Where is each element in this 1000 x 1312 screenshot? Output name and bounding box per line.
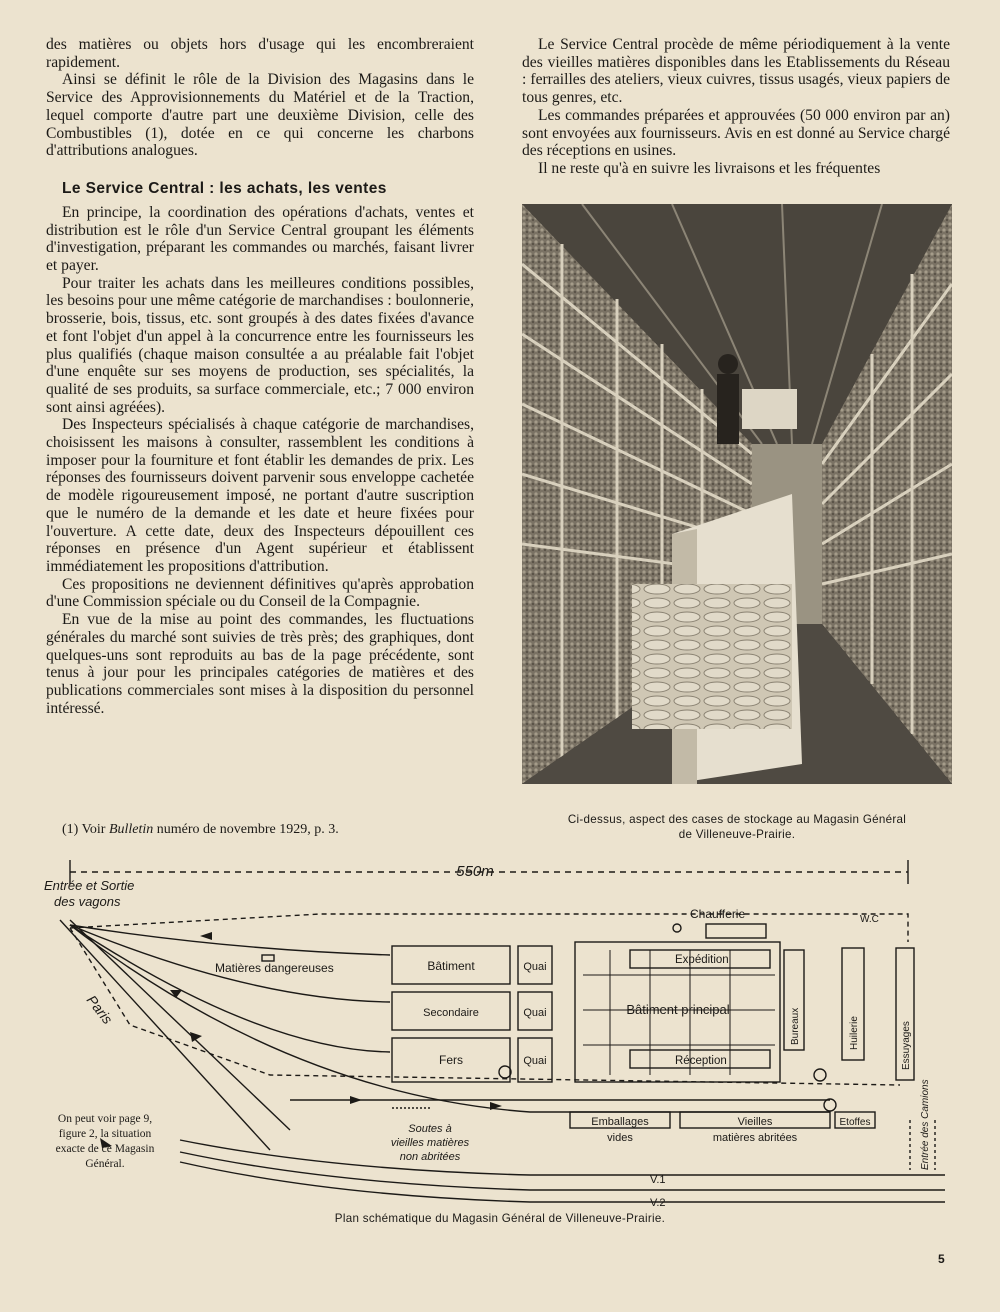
site-plan-drawing (30, 850, 970, 1210)
paragraph: Ces propositions ne deviennent définitives qu'après approbation d'une Commission spéciale ou du Conseil de la Compagnie. (46, 575, 474, 611)
truck-entrance-label: Entrée des Camions (920, 1079, 931, 1170)
batiment-label: Bâtiment (427, 959, 475, 973)
footnote-suffix: numéro de novembre 1929, p. 3. (153, 822, 339, 837)
photo-caption (522, 812, 952, 842)
paragraph: Ainsi se définit le rôle de la Division des Magasins dans le Service des Approvisionnements du Matériel et de la Traction, lequel comporte d'autre part une deuxième Division, celle des Combustibles (1), dotée en ce qui concerne les charbons d'attributions analogues. (46, 71, 474, 160)
entry-label: Entrée et Sortie (44, 878, 135, 893)
side-note-line: On peut voir page 9, (57, 1113, 153, 1125)
paragraph: En principe, la coordination des opérations d'achats, ventes et distribution est le rôle d'un Service Central groupant les éléments d'investigation, préparant les commandes ou marchés, faisant livrer et payer. (46, 203, 474, 275)
left-text-column (46, 36, 474, 717)
fers-label: Fers (439, 1053, 463, 1067)
side-note-line: Général. (85, 1158, 125, 1170)
paragraph: des matières ou objets hors d'usage qui les encombreraient rapidement. (46, 36, 474, 71)
page-number: 5 (938, 1252, 945, 1266)
etoffes-label: Etoffes (839, 1117, 871, 1128)
paris-label: Paris (83, 991, 116, 1027)
bureaux-label: Bureaux (790, 1007, 801, 1045)
soutes-label: vieilles matières (390, 1137, 470, 1149)
soutes-label: non abritées (399, 1151, 461, 1163)
paragraph: Les commandes préparées et approuvées (50 000 environ par an) sont envoyées aux fournisseurs. Avis en est donné au Service chargé des réceptions en usines. (522, 106, 950, 160)
side-note-line: exacte de ce Magasin (55, 1143, 155, 1155)
reception-label: Réception (675, 1055, 727, 1067)
paragraph: Pour traiter les achats dans les meilleures conditions possibles, les besoins pour une même catégorie de marchandises : boulonnerie, brosserie, bois, tissus, etc. sont groupés à des dates fixées d'avance et font l'objet d'un appel à la concurrence entre les fournisseurs les plus qualifiés (chaque maison consultée a au préalable fait l'objet d'une enquête sur ses moyens de production, ses spécialités, la qualité de ses produits, sa surface commerciale, etc.; 7 000 environ sont ainsi agréées). (46, 274, 474, 416)
plan-caption: Plan schématique du Magasin Général de Villeneuve-Prairie. (334, 1212, 666, 1225)
emballages-label: Emballages (591, 1116, 649, 1128)
quai-label: Quai (523, 1007, 547, 1019)
vides-label: vides (607, 1132, 633, 1144)
expedition-label: Expédition (675, 954, 729, 966)
paragraph: Il ne reste qu'à en suivre les livraisons et les fréquentes (538, 159, 881, 177)
vieilles-label: Vieilles (737, 1116, 773, 1128)
v1-label: V.1 (650, 1174, 666, 1186)
soutes-label: Soutes à (408, 1123, 452, 1135)
wc-label: W.C (860, 914, 879, 925)
footnote-italic: Bulletin (108, 822, 154, 837)
quai-label: Quai (523, 1055, 547, 1067)
section-heading: Le Service Central : les achats, les ventes (62, 179, 387, 197)
site-plan (30, 850, 970, 1210)
paragraph: Des Inspecteurs spécialisés à chaque catégorie de marchandises, choisissent les maisons à consulter, rassemblent les conditions à imposer pour la fourniture et font établir les demandes de prix. Les réponses des fournisseurs doivent parvenir sous enveloppe cachetée de modèle rigoureusement imposé, ne portant d'autre suscription que le numéro de la demande et les date et heure fixées pour l'ouverture. A cette date, deux des Inspecteurs dépouillent ces réponses en présence d'un Agent supérieur et établissent immédiatement les propositions d'attribution. (46, 416, 474, 575)
huilerie-label: Huilerie (849, 1016, 860, 1050)
side-note (40, 1112, 170, 1172)
warehouse-photo-drawing (522, 204, 952, 784)
entry-label: des vagons (54, 894, 121, 909)
right-text-column (522, 36, 950, 178)
warehouse-photo (522, 204, 952, 784)
chaufferie-label: Chaufferie (690, 907, 746, 921)
main-building-label: Bâtiment principal (626, 1002, 730, 1017)
paragraph: Le Service Central procède de même périodiquement à la vente des vieilles matières disponibles dans les Etablissements du Réseau : ferrailles des ateliers, vieux cuivres, tissus usagés, vieux papiers de tous genres, etc. (522, 36, 950, 107)
photo-caption-line: de Villeneuve-Prairie. (678, 828, 796, 841)
essuyages-label: Essuyages (901, 1021, 912, 1070)
quai-label: Quai (523, 961, 547, 973)
dangerous-goods-label: Matières dangereuses (215, 961, 334, 975)
footnote-prefix: (1) Voir (62, 822, 109, 837)
side-note-line: figure 2, la situation (58, 1128, 152, 1140)
matieres-abritees-label: matières abritées (712, 1132, 798, 1144)
v2-label: V.2 (650, 1197, 666, 1209)
secondaire-label: Secondaire (423, 1007, 479, 1019)
dimension-label: 550m (456, 863, 494, 880)
footnote (62, 822, 339, 838)
photo-caption-line: Ci-dessus, aspect des cases de stockage au Magasin Général (567, 813, 907, 826)
paragraph: En vue de la mise au point des commandes, les fluctuations générales du marché sont suivies de très près; des graphiques, dont quelques-uns sont reproduits au bas de la page précédente, sont tenus à jour pour les principales catégories de matières et des publications commerciales sont mises à la disposition du personnel intéressé. (46, 611, 474, 717)
